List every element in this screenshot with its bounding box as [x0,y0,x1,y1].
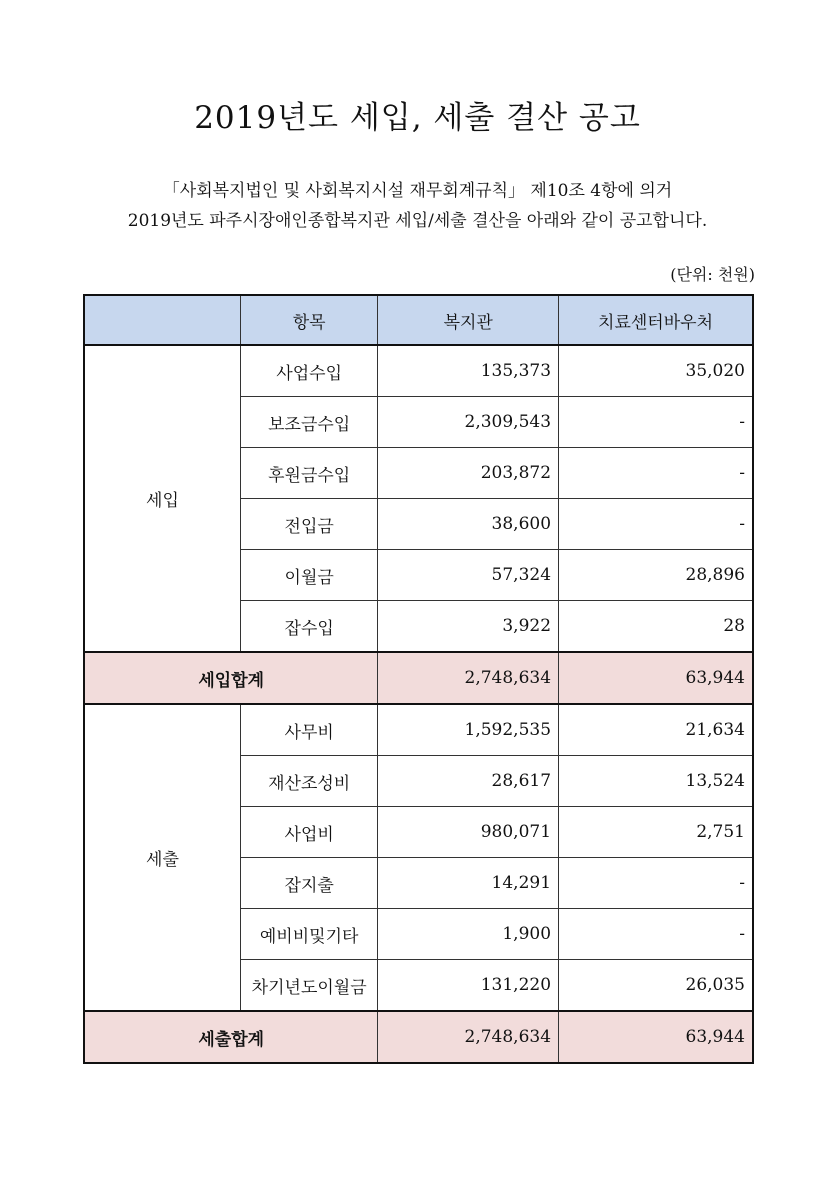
header-welfare: 복지관 [378,295,559,345]
row-welfare: 131,220 [378,960,559,1012]
row-welfare: 2,309,543 [378,397,559,448]
row-item: 전입금 [240,499,378,550]
unit-label: (단위: 천원) [670,265,755,284]
row-item: 잡지출 [240,858,378,909]
row-item: 사업비 [240,807,378,858]
row-welfare: 3,922 [378,601,559,653]
row-item: 예비비및기타 [240,909,378,960]
revenue-total-label: 세입합계 [84,652,378,704]
revenue-category: 세입 [84,345,240,652]
row-voucher: - [559,397,753,448]
row-voucher: 35,020 [559,345,753,397]
settlement-table [83,294,754,1064]
row-welfare: 980,071 [378,807,559,858]
row-item: 잡수입 [240,601,378,653]
expenditure-total-welfare: 2,748,634 [378,1011,559,1063]
row-welfare: 1,900 [378,909,559,960]
expenditure-category: 세출 [84,704,240,1011]
row-item: 사무비 [240,704,378,756]
row-welfare: 203,872 [378,448,559,499]
expenditure-total-row [84,1011,753,1063]
row-voucher: 28,896 [559,550,753,601]
row-welfare: 14,291 [378,858,559,909]
intro-text [0,176,835,236]
row-item: 이월금 [240,550,378,601]
row-voucher: - [559,499,753,550]
row-voucher: 26,035 [559,960,753,1012]
row-voucher: 13,524 [559,756,753,807]
row-voucher: - [559,909,753,960]
table-row [84,704,753,756]
row-item: 재산조성비 [240,756,378,807]
intro-line-1: 「사회복지법인 및 사회복지시설 재무회계규칙」 제10조 4항에 의거 [162,181,673,201]
row-voucher: - [559,858,753,909]
page-title: 2019년도 세입, 세출 결산 공고 [194,100,641,136]
expenditure-total-voucher: 63,944 [559,1011,753,1063]
table-header-row [84,295,753,345]
row-item: 보조금수입 [240,397,378,448]
header-item: 항목 [240,295,378,345]
row-welfare: 135,373 [378,345,559,397]
row-welfare: 38,600 [378,499,559,550]
row-voucher: 28 [559,601,753,653]
revenue-total-row [84,652,753,704]
row-welfare: 57,324 [378,550,559,601]
expenditure-total-label: 세출합계 [84,1011,378,1063]
revenue-total-voucher: 63,944 [559,652,753,704]
row-welfare: 28,617 [378,756,559,807]
table-row [84,345,753,397]
row-welfare: 1,592,535 [378,704,559,756]
header-voucher: 치료센터바우처 [559,295,753,345]
intro-line-2: 2019년도 파주시장애인종합복지관 세입/세출 결산을 아래와 같이 공고합니다. [127,211,708,231]
row-voucher: - [559,448,753,499]
row-item: 차기년도이월금 [240,960,378,1012]
row-voucher: 21,634 [559,704,753,756]
header-blank [84,295,240,345]
row-item: 사업수입 [240,345,378,397]
row-item: 후원금수입 [240,448,378,499]
revenue-total-welfare: 2,748,634 [378,652,559,704]
row-voucher: 2,751 [559,807,753,858]
